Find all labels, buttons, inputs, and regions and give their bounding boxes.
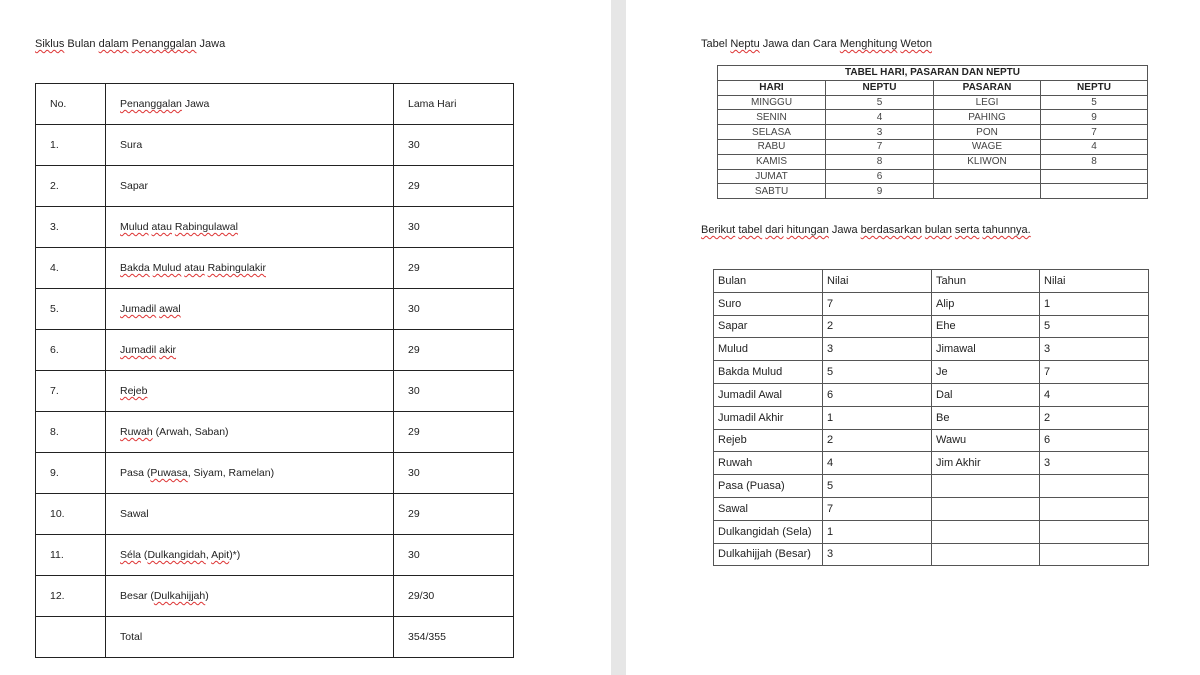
values-bulan: Jumadil Akhir: [714, 406, 823, 429]
neptu-header-hari: HARI: [718, 80, 826, 95]
row-month-name: [106, 494, 394, 535]
month-name-segment: Apit: [211, 549, 230, 561]
values-tahun-nilai: 7: [1040, 361, 1149, 384]
row-number: 9.: [36, 453, 106, 494]
month-name-segment: awal: [159, 303, 181, 315]
heading-word: Jawa: [831, 224, 858, 236]
values-bulan-nilai: 3: [823, 543, 932, 566]
neptu-row: [718, 110, 1148, 125]
neptu-row: [718, 125, 1148, 140]
values-bulan: Mulud: [714, 338, 823, 361]
row-number: 6.: [36, 330, 106, 371]
month-name-segment: Bakda: [120, 262, 150, 274]
heading-word: Tabel: [701, 38, 728, 50]
row-number: 1.: [36, 125, 106, 166]
row-number: 8.: [36, 412, 106, 453]
neptu-pasaran: KLIWON: [934, 154, 1041, 169]
values-tahun: [932, 475, 1040, 498]
month-name-segment: (Arwah, Saban): [152, 426, 229, 438]
table-row: [36, 412, 514, 453]
header-calendar-word: Penanggalan: [120, 98, 182, 110]
neptu-header-neptu: NEPTU: [826, 80, 934, 95]
javanese-month-cycle-table: [35, 83, 514, 658]
values-row: [714, 475, 1149, 498]
heading-word: Jawa: [199, 38, 226, 50]
values-bulan-nilai: 2: [823, 315, 932, 338]
values-tahun-nilai: 1: [1040, 292, 1149, 315]
heading-word: dari: [765, 224, 784, 236]
neptu-header-row: [718, 80, 1148, 95]
month-name-segment: Pasa (: [120, 467, 151, 479]
values-bulan: Ruwah: [714, 452, 823, 475]
values-bulan-nilai: 6: [823, 383, 932, 406]
table-header-row: [36, 84, 514, 125]
values-row: [714, 406, 1149, 429]
table-row: [36, 576, 514, 617]
month-name-segment: , Siyam, Ramelan): [187, 467, 275, 479]
neptu-pasaran: LEGI: [934, 95, 1041, 110]
table-row: [36, 166, 514, 207]
neptu-day: SELASA: [718, 125, 826, 140]
values-tahun: Jim Akhir: [932, 452, 1040, 475]
row-days: 29: [394, 248, 514, 289]
row-days: 29: [394, 330, 514, 371]
table-row: [36, 330, 514, 371]
month-year-values-table: [713, 269, 1149, 566]
table-row: [36, 371, 514, 412]
values-bulan-nilai: 3: [823, 338, 932, 361]
values-row: [714, 315, 1149, 338]
month-name-segment: (: [141, 549, 148, 561]
values-row: [714, 497, 1149, 520]
month-name-segment: Sapar: [120, 180, 149, 192]
values-tahun: Jimawal: [932, 338, 1040, 361]
values-bulan: Bakda Mulud: [714, 361, 823, 384]
row-days: 29/30: [394, 576, 514, 617]
values-bulan: Jumadil Awal: [714, 383, 823, 406]
month-name-segment: atau: [151, 221, 172, 233]
total-days: 354/355: [394, 617, 514, 658]
values-header-tahun: Tahun: [932, 270, 1040, 293]
neptu-day: JUMAT: [718, 169, 826, 184]
values-tahun-nilai: 3: [1040, 452, 1149, 475]
month-name-segment: ): [205, 590, 209, 602]
neptu-day-value: 8: [826, 154, 934, 169]
values-row: [714, 452, 1149, 475]
month-name-segment: Sawal: [120, 508, 149, 520]
row-month-name: [106, 248, 394, 289]
values-tahun-nilai: 6: [1040, 429, 1149, 452]
neptu-pasaran-value: 7: [1041, 125, 1148, 140]
values-row: [714, 520, 1149, 543]
table-row: [36, 125, 514, 166]
values-bulan-nilai: 5: [823, 361, 932, 384]
neptu-day: SABTU: [718, 184, 826, 199]
values-bulan-nilai: 7: [823, 292, 932, 315]
neptu-day: MINGGU: [718, 95, 826, 110]
month-name-segment: Rabingulakir: [207, 262, 266, 274]
neptu-day-value: 4: [826, 110, 934, 125]
total-label: Total: [106, 617, 394, 658]
neptu-day-value: 3: [826, 125, 934, 140]
month-name-segment: atau: [184, 262, 205, 274]
row-month-name: [106, 535, 394, 576]
values-bulan-nilai: 7: [823, 497, 932, 520]
values-bulan: Dulkahijjah (Besar): [714, 543, 823, 566]
neptu-day: RABU: [718, 139, 826, 154]
values-tahun: Ehe: [932, 315, 1040, 338]
heading-word: Siklus: [35, 38, 65, 50]
values-row: [714, 361, 1149, 384]
header-days: Lama Hari: [394, 84, 514, 125]
neptu-title-row: [718, 66, 1148, 81]
month-name-segment: Dulkangidah: [147, 549, 206, 561]
values-bulan-nilai: 5: [823, 475, 932, 498]
neptu-row: [718, 184, 1148, 199]
month-name-segment: Rejeb: [120, 385, 148, 397]
month-name-segment: Puwasa: [150, 467, 188, 479]
values-row: [714, 383, 1149, 406]
total-number: [36, 617, 106, 658]
heading-word: Penanggalan: [131, 38, 197, 50]
values-tahun: Je: [932, 361, 1040, 384]
heading-word: Bulan: [67, 38, 96, 50]
neptu-pasaran-value: [1041, 184, 1148, 199]
neptu-pasaran-value: 4: [1041, 139, 1148, 154]
heading-word: Menghitung: [839, 38, 898, 50]
table-row: [36, 453, 514, 494]
values-row: [714, 292, 1149, 315]
heading-word: tahunnya.: [982, 224, 1031, 236]
neptu-pasaran: PON: [934, 125, 1041, 140]
values-header-nilai-2: Nilai: [1040, 270, 1149, 293]
values-tahun-nilai: 4: [1040, 383, 1149, 406]
values-tahun-nilai: [1040, 497, 1149, 520]
values-tahun-nilai: 2: [1040, 406, 1149, 429]
neptu-row: [718, 139, 1148, 154]
neptu-pasaran: [934, 184, 1041, 199]
row-number: 4.: [36, 248, 106, 289]
table-row: [36, 248, 514, 289]
values-tahun: Wawu: [932, 429, 1040, 452]
month-name-segment: Besar (: [120, 590, 154, 602]
heading-word: Jawa dan Cara: [762, 38, 837, 50]
row-month-name: [106, 125, 394, 166]
row-days: 30: [394, 535, 514, 576]
row-days: 30: [394, 125, 514, 166]
neptu-table: [717, 65, 1148, 199]
total-row: [36, 617, 514, 658]
neptu-day: SENIN: [718, 110, 826, 125]
row-month-name: [106, 371, 394, 412]
values-tahun-nilai: [1040, 543, 1149, 566]
values-tahun: [932, 543, 1040, 566]
values-tahun-nilai: [1040, 520, 1149, 543]
values-tahun: [932, 497, 1040, 520]
month-name-segment: Rabingulawal: [174, 221, 238, 233]
neptu-pasaran-value: [1041, 169, 1148, 184]
row-month-name: [106, 330, 394, 371]
row-number: 2.: [36, 166, 106, 207]
header-calendar-name: [106, 84, 394, 125]
table-row: [36, 535, 514, 576]
neptu-day-value: 7: [826, 139, 934, 154]
row-number: 12.: [36, 576, 106, 617]
month-name-segment: Jumadil: [120, 303, 157, 315]
heading-word: Neptu: [730, 38, 760, 50]
month-name-segment: Mulud: [152, 262, 182, 274]
row-days: 30: [394, 207, 514, 248]
neptu-pasaran: [934, 169, 1041, 184]
values-tahun: Be: [932, 406, 1040, 429]
values-bulan-nilai: 1: [823, 520, 932, 543]
document-page-right: [626, 0, 1200, 675]
header-no: No.: [36, 84, 106, 125]
neptu-day-value: 5: [826, 95, 934, 110]
neptu-day-value: 6: [826, 169, 934, 184]
row-month-name: [106, 412, 394, 453]
heading-word: dalam: [98, 38, 129, 50]
heading-word: tabel: [738, 224, 763, 236]
values-bulan-nilai: 2: [823, 429, 932, 452]
neptu-header-pasaran: PASARAN: [934, 80, 1041, 95]
month-name-segment: )*): [229, 549, 241, 561]
table-row: [36, 207, 514, 248]
values-tahun: Alip: [932, 292, 1040, 315]
values-bulan: Sapar: [714, 315, 823, 338]
table-row: [36, 289, 514, 330]
neptu-table-title: TABEL HARI, PASARAN DAN NEPTU: [718, 66, 1148, 81]
month-name-segment: Ruwah: [120, 426, 153, 438]
heading-word: serta: [954, 224, 980, 236]
month-name-segment: Mulud: [120, 221, 149, 233]
month-name-segment: Séla: [120, 549, 142, 561]
values-tahun: [932, 520, 1040, 543]
heading-word: bulan: [924, 224, 952, 236]
row-number: 3.: [36, 207, 106, 248]
row-days: 30: [394, 453, 514, 494]
month-name-segment: Sura: [120, 139, 143, 151]
neptu-pasaran-value: 5: [1041, 95, 1148, 110]
values-bulan-nilai: 1: [823, 406, 932, 429]
heading-word: hitungan: [786, 224, 829, 236]
values-row: [714, 429, 1149, 452]
heading-word: Weton: [900, 38, 932, 50]
values-tahun-nilai: 3: [1040, 338, 1149, 361]
row-days: 29: [394, 412, 514, 453]
month-name-segment: Dulkahijjah: [153, 590, 206, 602]
row-days: 30: [394, 371, 514, 412]
neptu-pasaran-value: 9: [1041, 110, 1148, 125]
month-name-segment: akir: [159, 344, 177, 356]
neptu-header-neptu-2: NEPTU: [1041, 80, 1148, 95]
neptu-pasaran-value: 8: [1041, 154, 1148, 169]
values-header-row: [714, 270, 1149, 293]
row-month-name: [106, 166, 394, 207]
values-heading: [701, 224, 1031, 236]
row-number: 5.: [36, 289, 106, 330]
values-bulan: Rejeb: [714, 429, 823, 452]
values-bulan: Pasa (Puasa): [714, 475, 823, 498]
neptu-heading: [701, 38, 932, 50]
neptu-pasaran: PAHING: [934, 110, 1041, 125]
neptu-row: [718, 95, 1148, 110]
row-days: 30: [394, 289, 514, 330]
neptu-day: KAMIS: [718, 154, 826, 169]
values-tahun-nilai: 5: [1040, 315, 1149, 338]
row-number: 10.: [36, 494, 106, 535]
month-cycle-heading: [35, 38, 225, 50]
row-month-name: [106, 207, 394, 248]
row-month-name: [106, 289, 394, 330]
neptu-row: [718, 154, 1148, 169]
row-number: 11.: [36, 535, 106, 576]
values-bulan-nilai: 4: [823, 452, 932, 475]
values-row: [714, 338, 1149, 361]
row-month-name: [106, 576, 394, 617]
heading-word: berdasarkan: [860, 224, 922, 236]
values-bulan: Sawal: [714, 497, 823, 520]
header-calendar-word: Jawa: [184, 98, 210, 110]
row-days: 29: [394, 166, 514, 207]
row-days: 29: [394, 494, 514, 535]
heading-word: Berikut: [701, 224, 736, 236]
values-tahun: Dal: [932, 383, 1040, 406]
month-name-segment: ,: [205, 549, 212, 561]
values-tahun-nilai: [1040, 475, 1149, 498]
row-month-name: [106, 453, 394, 494]
values-row: [714, 543, 1149, 566]
table-row: [36, 494, 514, 535]
neptu-row: [718, 169, 1148, 184]
values-bulan: Dulkangidah (Sela): [714, 520, 823, 543]
month-name-segment: Jumadil: [120, 344, 157, 356]
neptu-pasaran: WAGE: [934, 139, 1041, 154]
values-header-bulan: Bulan: [714, 270, 823, 293]
row-number: 7.: [36, 371, 106, 412]
neptu-day-value: 9: [826, 184, 934, 199]
values-header-nilai: Nilai: [823, 270, 932, 293]
values-bulan: Suro: [714, 292, 823, 315]
